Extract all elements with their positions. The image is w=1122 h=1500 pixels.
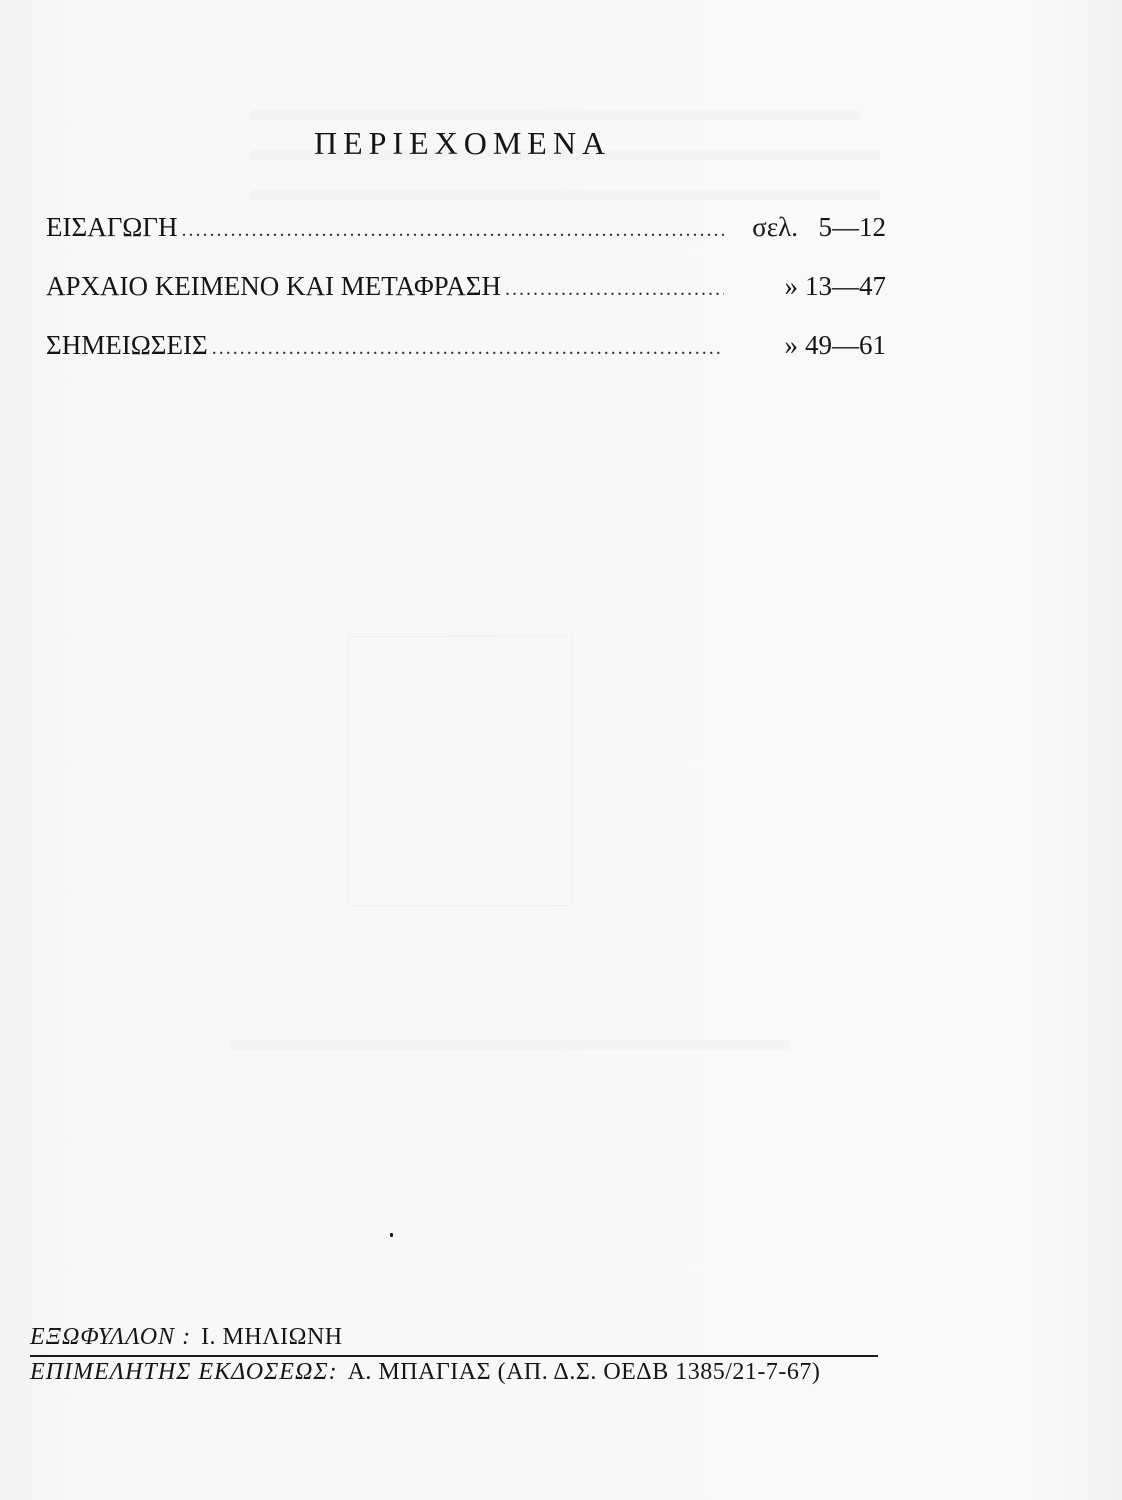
editor-credit-label: ΕΠΙΜΕΛΗΤΗΣ ΕΚΔΟΣΕΩΣ: <box>30 1359 338 1385</box>
toc-leader-dots <box>181 219 724 242</box>
toc-entry-introduction <box>46 212 886 271</box>
toc-entry-label: ΕΙΣΑΓΩΓΗ <box>46 212 178 242</box>
toc-page-prefix: » <box>784 271 798 301</box>
cover-credit <box>30 1322 878 1357</box>
toc-leader-dots <box>212 337 724 360</box>
editor-credit-name: Α. ΜΠΑΓΙΑΣ (ΑΠ. Δ.Σ. ΟΕΔΒ 1385/21-7-67) <box>347 1359 821 1385</box>
show-through-line <box>230 1040 790 1050</box>
toc-page-prefix: σελ. <box>752 212 798 242</box>
cover-credit-name: Ι. ΜΗΛΙΩΝΗ <box>201 1324 343 1350</box>
toc-page-prefix: » <box>784 330 798 360</box>
toc-entry-label: ΣΗΜΕΙΩΣΕΙΣ <box>46 330 208 360</box>
colophon <box>30 1322 878 1390</box>
toc-page-range: 49—61 <box>805 330 886 360</box>
editor-credit <box>30 1357 878 1390</box>
toc-entry-notes <box>46 330 886 389</box>
show-through-line <box>250 110 860 120</box>
show-through-frame <box>348 636 572 906</box>
toc-leader-dots <box>505 278 724 301</box>
ink-speck <box>390 1233 393 1237</box>
toc-page-range: 13—47 <box>805 271 886 301</box>
page-title: ΠΕΡΙΕΧΟΜΕΝΑ <box>313 125 612 162</box>
cover-credit-label: ΕΞΩΦΥΛΛΟΝ : <box>30 1324 192 1350</box>
table-of-contents <box>46 212 886 389</box>
show-through-line <box>250 190 880 200</box>
toc-page-range: 5—12 <box>818 212 886 242</box>
toc-entry-text-and-translation <box>46 271 886 330</box>
toc-entry-label: ΑΡΧΑΙΟ ΚΕΙΜΕΝΟ ΚΑΙ ΜΕΤΑΦΡΑΣΗ <box>46 271 501 301</box>
